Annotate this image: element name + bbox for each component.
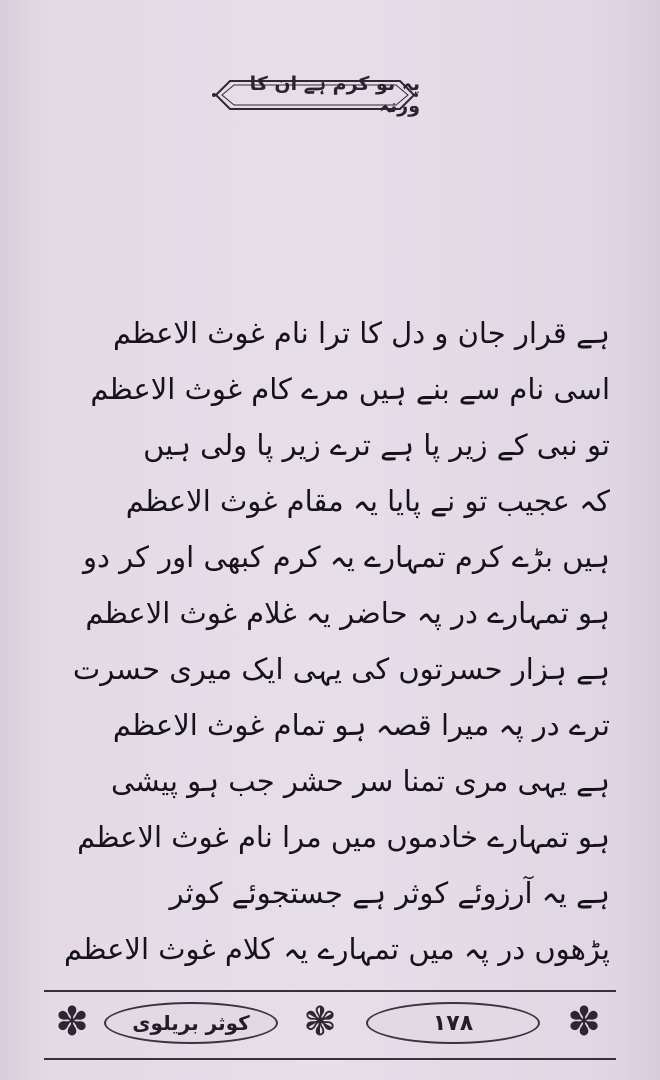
poem [64, 305, 610, 977]
poet-name: کوثر بریلوی [132, 1011, 250, 1035]
verse-line: ہو تمہارے خادموں میں مرا نام غوث الاعظم [77, 820, 610, 854]
page-footer [44, 996, 616, 1052]
poet-oval [104, 1002, 278, 1044]
verse-line: اسی نام سے بنے ہیں مرے کام غوث الاعظم [90, 372, 610, 406]
verse-line: ہے یہ آرزوئے کوثر ہے جستجوئے کوثر [169, 876, 610, 910]
page-number: ۱۷۸ [432, 1010, 474, 1036]
header-title: یہ تو کرم ہے ان کا ورنہ [249, 73, 420, 117]
verse-line: ہے یہی مری تمنا سر حشر جب ہو پیشی [111, 764, 610, 798]
footer-top-rule [44, 990, 616, 992]
verse-line: ہو تمہارے در پہ حاضر یہ غلام غوث الاعظم [85, 596, 610, 630]
flower-ornament-icon: ✽ [55, 999, 89, 1045]
verse-line: ہے قرار جان و دل کا ترا نام غوث الاعظم [113, 316, 610, 350]
verse-line: ترے در پہ میرا قصہ ہو تمام غوث الاعظم [112, 708, 610, 742]
verse-line: پڑھوں در پہ میں تمہارے یہ کلام غوث الاعظم [64, 932, 610, 966]
flower-ornament-icon: ✽ [567, 999, 601, 1045]
header-cartouche [210, 73, 420, 117]
footer-bottom-rule [44, 1058, 616, 1060]
verse-line: ہیں بڑے کرم تمہارے یہ کرم کبھی اور کر دو [83, 540, 610, 574]
page-number-oval [366, 1002, 540, 1044]
verse-line: تو نبی کے زیر پا ہے ترے زیر پا ولی ہیں [143, 428, 610, 462]
verse-line: ہے ہزار حسرتوں کی یہی ایک میری حسرت [72, 652, 610, 686]
flower-ornament-icon: ❃ [303, 999, 337, 1045]
verse-line: کہ عجیب تو نے پایا یہ مقام غوث الاعظم [125, 484, 610, 518]
